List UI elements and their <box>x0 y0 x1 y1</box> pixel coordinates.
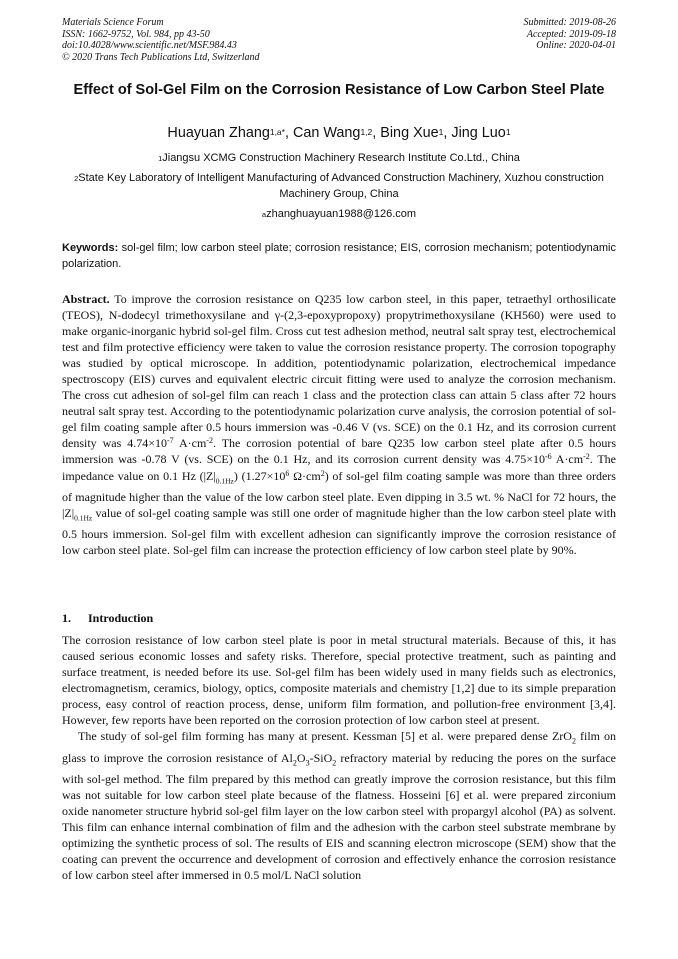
abstract-text: To improve the corrosion resistance on Q235 low carbon steel, in this paper, tetraethyl orthosilicate (TEOS), N-dodecyl trimethoxysilane and γ-(2,3-epoxypropoxy) propytrimethoxysilane (KH560) were used to make organic-inorganic hybrid sol-gel film. Cross cut test adhesion method, neutral salt spray test, electrochemical test and film protective efficiency were taken to value the corrosion resistance property. The corrosion topography was studied by optical microscope. In addition, potentiodynamic polarization, electrochemical impedance spectroscopy (EIS) curves and equivalent electric circuit fitting were used to analyze the corrosion mechanism. The cross cut adhesion of sol-gel film can reach 1 class and the protection class can attain 5 class after 72 hours neutral salt spray test. According to the potentiodynamic polarization curve analysis, the corrosion potential of sol-gel film coating sample after 0.5 hours immersion was -0.46 V (vs. SCE) on the 0.1 Hz, and its corrosion current density was 4.74×10 <box>62 292 616 451</box>
subscript: 2 <box>332 758 337 768</box>
author-affiliation-mark: 1 <box>438 127 444 137</box>
abstract-label: Abstract. <box>62 292 110 306</box>
abstract-text: A·cm <box>173 436 207 451</box>
section-heading <box>62 611 616 625</box>
introduction-body <box>62 632 616 883</box>
subscript: 0.1Hz <box>215 475 234 485</box>
abstract <box>62 291 616 559</box>
email-mark: a <box>261 210 267 219</box>
journal-name: Materials Science Forum <box>62 17 164 28</box>
exponent: 2 <box>320 468 325 478</box>
abstract-text: . The impedance value on 0.1 Hz (|Z| <box>62 452 616 483</box>
affiliation-2-text: State Key Laboratory of Intelligent Manufacturing of Advanced Construction Machinery, Xuzhou construction Machinery Group, China <box>78 172 604 200</box>
doi[interactable]: doi:10.4028/www.scientific.net/MSF.984.43 <box>62 40 237 51</box>
header-right <box>524 17 617 52</box>
author-list: Huayuan Zhang$^{1,a*}$, Can Wang$^{1,2}$, Bing Xue$^1$, Jing Luo$^1$ <box>167 125 511 141</box>
affiliation-1 <box>62 151 616 167</box>
abstract-text: value of sol-gel coating sample was still one order of magnitude higher than the low carbon steel plate with 0.5 hours immersion. Sol-gel film with excellent adhesion can significantly improve the corrosion resistance of low carbon steel plate. Sol-gel film can increase the protection efficiency of low carbon steel plate by 90%. <box>62 506 616 558</box>
abstract-text: A·cm <box>551 452 584 467</box>
keywords <box>62 241 616 272</box>
author-affiliation-mark: 1,2 <box>360 127 373 137</box>
author-affiliation-mark: 1 <box>505 127 511 137</box>
section-title: Introduction <box>88 611 154 625</box>
subscript: 3 <box>305 758 310 768</box>
email-address[interactable]: zhanghuayuan1988@126.com <box>266 208 417 220</box>
exponent: 6 <box>285 468 290 478</box>
author-name: Jing Luo <box>451 125 506 141</box>
affiliation-1-mark: 1 <box>158 154 163 163</box>
section-number: 1. <box>62 611 71 625</box>
exponent: -7 <box>167 436 174 446</box>
intro-paragraph-1: The corrosion resistance of low carbon steel plate is poor in metal structural materials. Because of this, it has caused serious economic losses and safety risks. Therefore, special protective treatment, such as painting and surface treatment, is needed before its use. Sol-gel film has been widely used in many fields such as electronics, electromagnetism, ceramics, biology, optics, composite materials and chemistry [1,2] due to its simple preparation process, easy control of reaction process, dense, uniform film formation, and pollution-free environment [3,4]. However, few reports have been reported on the corrosion protection of low carbon steel at present. <box>62 633 616 728</box>
affiliation-1-text: Jiangsu XCMG Construction Machinery Research Institute Co.Ltd., China <box>162 152 520 164</box>
submitted-date: Submitted: 2019-08-26 <box>523 17 616 28</box>
email <box>62 207 616 223</box>
author-name: Huayuan Zhang <box>167 125 270 141</box>
intro-text: The study of sol-gel film forming has many at present. Kessman [5] et al. were prepared dense ZrO <box>78 729 572 744</box>
author-name: Bing Xue <box>380 125 439 141</box>
intro-text: film on glass to improve the corrosion resistance of Al <box>62 729 616 765</box>
affiliation-2 <box>62 171 616 202</box>
abstract-text: Ω·cm <box>289 468 321 483</box>
keywords-label: Keywords: <box>62 242 119 254</box>
paper-title: Effect of Sol-Gel Film on the Corrosion Resistance of Low Carbon Steel Plate <box>73 82 605 98</box>
abstract-text: ) (1.27×10 <box>233 468 286 483</box>
online-date: Online: 2020-04-01 <box>536 40 616 51</box>
author-affiliation-mark: 1,a* <box>269 127 285 137</box>
intro-paragraph-2 <box>62 728 616 883</box>
accepted-date: Accepted: 2019-09-18 <box>526 28 616 40</box>
exponent: -6 <box>544 452 552 462</box>
intro-text: O <box>296 750 306 765</box>
exponent: -2 <box>583 452 590 462</box>
copyright: © 2020 Trans Tech Publications Ltd, Switzerland <box>62 51 260 63</box>
header-left <box>62 17 260 63</box>
intro-text: refractory material by reducing the pores on the surface with sol-gel method. The film prepared by this method can greatly improve the corrosion resistance, but this film was not suitable for low carbon steel plate because of the flatness. Hosseini [6] et al. were prepared zirconium oxide nanometer structure hybrid sol-gel film layer on the low carbon steel with propargyl alcohol (PA) as solvent. This film can enhance internal combination of film and the adhesion with the carbon steel substrate membrane by optimizing the synthetic process of sol. The results of EIS and scanning electron microscope (SEM) show that the coating can prevent the occurrence and development of corrosion and effectively enhance the corrosion resistance of low carbon steel after immersed in 0.5 mol/L NaCl solution <box>62 750 617 883</box>
author-name: Can Wang <box>292 125 361 141</box>
subscript: 2 <box>292 758 297 768</box>
exponent: -2 <box>206 436 213 446</box>
abstract-text: . The corrosion potential of bare Q235 low carbon steel plate after 0.5 hours immersion was -0.78 V (vs. SCE) on the 0.1 Hz, and its corrosion current density was 4.75×10 <box>62 436 616 467</box>
subscript: 2 <box>571 736 576 746</box>
intro-text: -SiO <box>309 750 333 765</box>
subscript: 0.1Hz <box>74 513 93 523</box>
abstract-text: ) of sol-gel film coating sample was more than three orders of magnitude higher than the value of the low carbon steel plate. Even dipping in 3.5 wt. % NaCl for 72 hours, the |Z| <box>62 468 616 520</box>
affiliation-2-mark: 2 <box>74 174 79 183</box>
keywords-text: sol-gel film; low carbon steel plate; corrosion resistance; EIS, corrosion mechanism; potentiodynamic polarization. <box>62 242 616 270</box>
issn: ISSN: 1662-9752, Vol. 984, pp 43-50 <box>62 28 210 40</box>
